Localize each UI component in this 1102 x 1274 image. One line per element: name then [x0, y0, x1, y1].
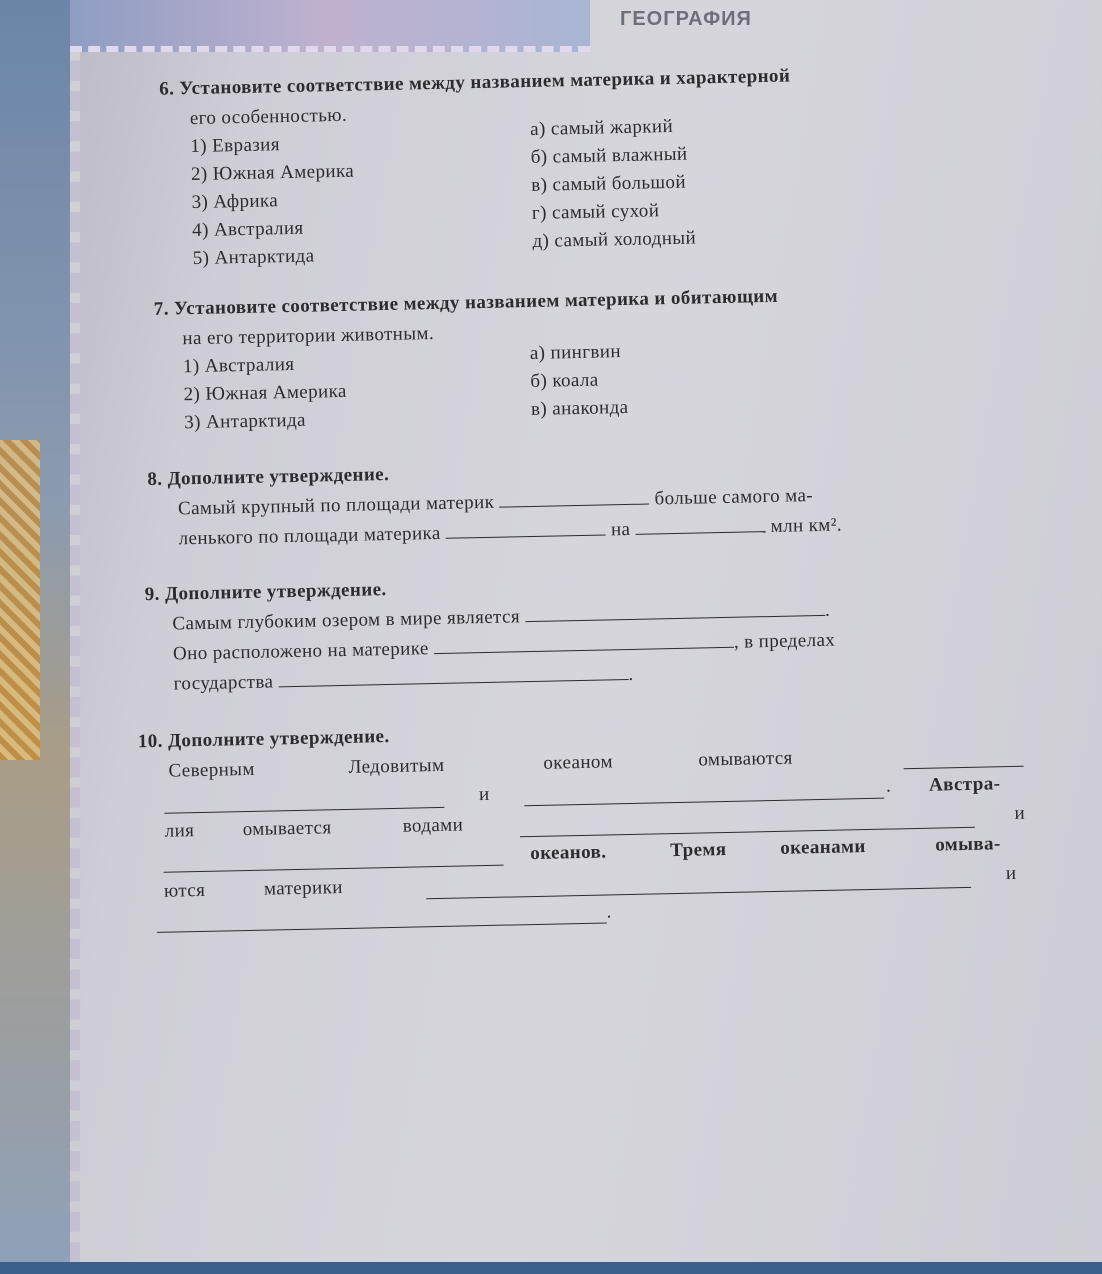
q10-and-3: и [1005, 862, 1017, 885]
q6-right-e: д) самый холодный [532, 227, 697, 252]
q9-l3: государства [173, 671, 274, 695]
q10-blank-1[interactable] [904, 765, 1024, 770]
q8-blank-3[interactable] [636, 530, 766, 535]
q7-title-2: на его территории животным. [182, 323, 435, 350]
q10-w3: океаном [543, 751, 614, 774]
q6-left-2: 2) Южная Америка [190, 160, 355, 186]
q10-w11: омыва- [934, 833, 1001, 856]
q9-line-1 [172, 600, 830, 636]
q9-blank-1[interactable] [525, 614, 825, 622]
q10-and-1: и [478, 783, 490, 806]
q10-blank-6[interactable] [426, 886, 971, 899]
q6-title-2: его особенностью. [189, 104, 348, 130]
q9-line-2 [173, 630, 836, 666]
q9-l2a: Оно расположено на материке [172, 638, 429, 665]
q8-l2b: на [610, 518, 631, 541]
q10-w12: ются [163, 879, 206, 902]
q10-blank-7[interactable] [157, 922, 607, 933]
q7-right-b: б) коала [530, 369, 599, 392]
q6-right-b: б) самый влажный [530, 143, 688, 168]
subject-header: ГЕОГРАФИЯ [620, 8, 752, 30]
q9-blank-2[interactable] [434, 646, 734, 654]
q10-w13: материки [263, 877, 344, 900]
q6-left-1: 1) Евразия [190, 134, 281, 158]
q7-left-3: 3) Антарктида [183, 409, 307, 434]
q10-w10: океанами [780, 836, 866, 859]
q6-left-3: 3) Африка [191, 190, 279, 214]
q7-left-2: 2) Южная Америка [183, 380, 347, 406]
q9-l1: Самым глубоким озером в мире является [172, 606, 521, 635]
q6-right-c: в) самый большой [531, 171, 687, 196]
q8-l2a: ленького по площади материка [178, 522, 441, 550]
q10-w6: омывается [242, 817, 332, 841]
q10-blank-5[interactable] [164, 864, 504, 873]
q6-title-1: 6. Установите соответствие между названием материка и характерной [158, 65, 791, 100]
q9-l1-end: . [824, 599, 831, 621]
q7-right-a: а) пингвин [529, 341, 622, 364]
q10-avstra: Австра- [928, 773, 1001, 796]
q10-w5: лия [164, 820, 195, 842]
q9-l2b: , в пределах [733, 629, 836, 653]
q10-blank-4[interactable] [520, 826, 975, 838]
q8-blank-1[interactable] [499, 503, 649, 508]
q8-blank-2[interactable] [446, 533, 606, 538]
q10-w4: омываются [698, 747, 793, 771]
q8-l1b: больше самого ма- [654, 485, 814, 510]
q8-l2c: млн км². [770, 514, 843, 537]
q8-title: 8. Дополните утверждение. [147, 463, 390, 491]
q10-and-2: и [1014, 802, 1026, 824]
q7-title-1: 7. Установите соответствие между названием материка и обитающим [153, 285, 779, 320]
q10-w7: водами [402, 814, 464, 837]
q10-w1: Северным [168, 758, 255, 782]
q10-dot-2: . [606, 901, 612, 923]
q10-blank-2[interactable] [164, 806, 444, 814]
q7-left-1: 1) Австралия [182, 353, 295, 378]
q9-l3-end: . [628, 663, 634, 686]
q8-l1a: Самый крупный по площади материк [177, 491, 495, 520]
q9-line-3 [173, 664, 633, 696]
q10-w8: океанов. [530, 841, 607, 865]
q7-right-c: в) анаконда [530, 396, 629, 420]
q9-blank-3[interactable] [279, 678, 629, 687]
q10-w2: Ледовитым [348, 754, 445, 778]
q9-title: 9. Дополните утверждение. [144, 579, 387, 606]
q6-left-4: 4) Австралия [191, 217, 304, 242]
q10-dot-1: . [885, 775, 892, 797]
q10-w9: Тремя [670, 838, 727, 862]
q10-title: 10. Дополните утверждение. [137, 726, 390, 753]
q10-blank-3[interactable] [524, 797, 884, 807]
q6-left-5: 5) Антарктида [192, 245, 315, 270]
q6-right-a: а) самый жаркий [529, 115, 674, 140]
q6-right-d: г) самый сухой [531, 200, 660, 224]
